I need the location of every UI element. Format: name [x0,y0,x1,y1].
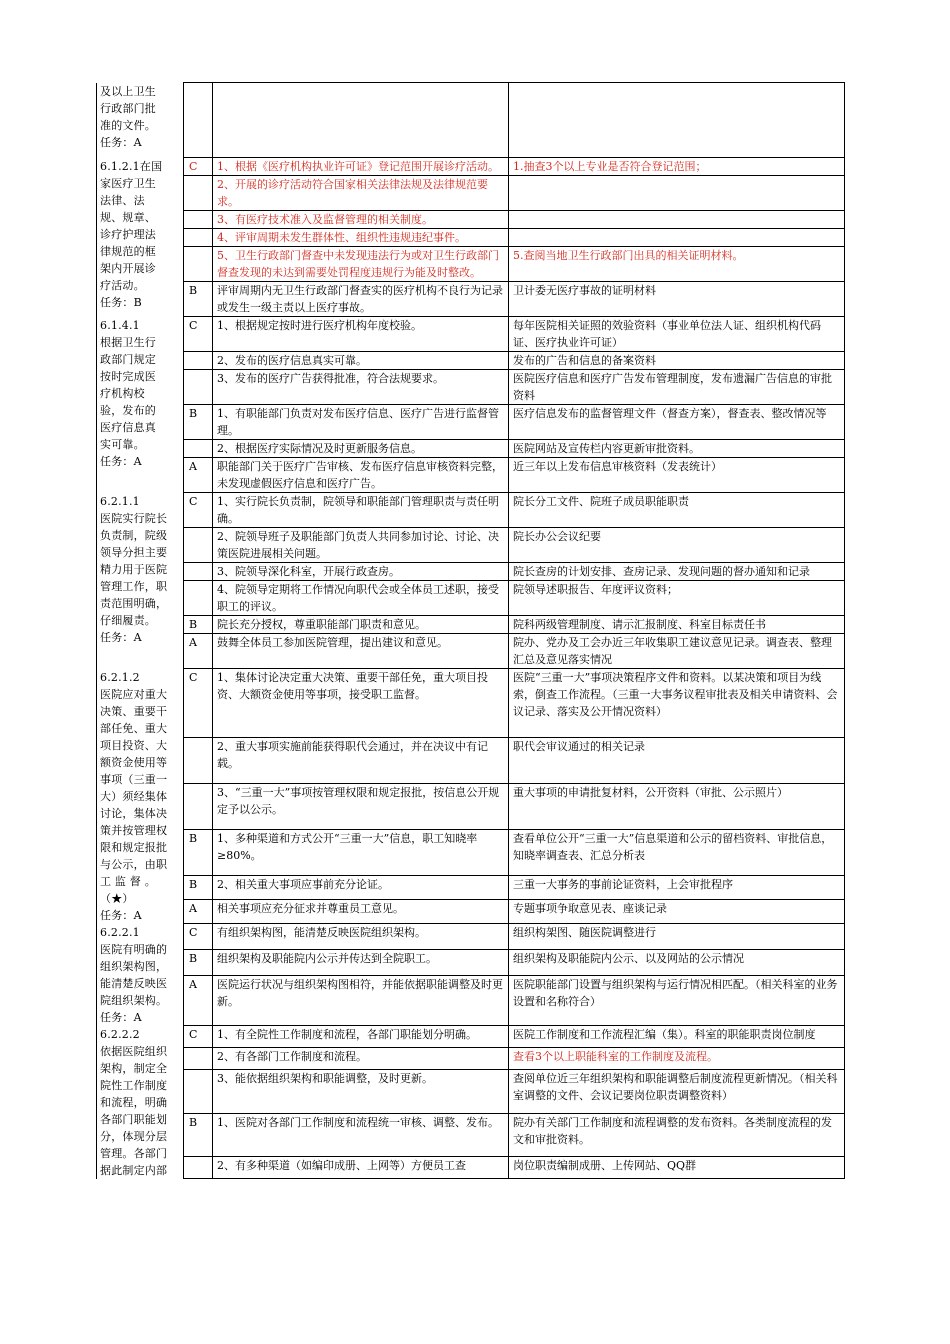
evidence-cell: 职代会审议通过的相关记录 [509,737,845,783]
standard-cell: 1、实行院长负责制，院领导和职能部门管理职责与责任明确。 [213,493,509,528]
evidence-cell: 医院医疗信息和医疗广告发布管理制度，发布遗漏广告信息的审批资料 [509,370,845,405]
standard-cell: 2、发布的医疗信息真实可靠。 [213,352,509,370]
evidence-cell: 院办有关部门工作制度和流程调整的发布资料。各类制度流程的发文和审批资料。 [509,1113,845,1156]
item-line: 疗机构校 [100,386,145,400]
grade-cell: C [184,669,213,738]
table-row [97,924,845,950]
item-line: 依据医院组织 [100,1044,168,1058]
item-line: 政部门规定 [100,352,156,366]
grade-cell: A [184,900,213,924]
grade-cell [184,229,213,247]
item-line: 院组织架构。 [100,993,168,1007]
grade-cell [184,581,213,616]
grade-cell [184,176,213,211]
standard-cell: 2、有多种渠道（如编印成册、上网等）方便员工查 [213,1156,509,1178]
grade-cell [184,83,213,158]
item-description [97,669,184,924]
standard-cell: 3、院领导深化科室，开展行政查房。 [213,563,509,581]
evidence-cell [509,176,845,211]
evidence-cell: 院办、党办及工会办近三年收集职工建议意见记录。调查表、整理汇总及意见落实情况 [509,634,845,669]
standard-cell: 2、相关重大事项应事前充分论证。 [213,876,509,900]
table-row [97,830,845,876]
standard-cell: 3、“三重一大”事项按管理权限和规定报批，按信息公开规定予以公示。 [213,783,509,829]
item-line: 6.2.1.2 [100,670,140,684]
standard-cell: 2、根据医疗实际情况及时更新服务信息。 [213,440,509,458]
item-line: 额资金使用等 [100,755,168,769]
table-row [97,1113,845,1156]
table-row [97,229,845,247]
item-line: 法律、法 [100,193,145,207]
item-line: 准的文件。 [100,118,156,132]
evidence-cell: 近三年以上发布信息审核资料（发表统计） [509,458,845,493]
table-row [97,282,845,317]
grade-cell [184,440,213,458]
item-description [97,317,184,493]
evidence-cell: 三重一大事务的事前论证资料，上会审批程序 [509,876,845,900]
evidence-cell: 院长分工文件、院班子成员职能职责 [509,493,845,528]
standard-cell: 1、根据规定按时进行医疗机构年度校验。 [213,317,509,352]
evidence-cell: 组织构架图、随医院调整进行 [509,924,845,950]
item-line: （★） [100,891,134,905]
table-row [97,900,845,924]
standard-cell: 5、卫生行政部门督查中未发现违法行为或对卫生行政部门督查发现的未达到需要处罚程度违规行为能及时整改。 [213,247,509,282]
item-line: 负责制，院级 [100,528,168,542]
item-line: 实可靠。 [100,437,145,451]
grade-cell: C [184,158,213,176]
evidence-cell: 医院“三重一大”事项决策程序文件和资料。以某决策和项目为线索，倒查工作流程。（三重一大事务议程审批表及相关申请资料、会议记录、落实及公开情况资料） [509,669,845,738]
grade-cell: C [184,493,213,528]
standard-cell: 职能部门关于医疗广告审核、发布医疗信息审核资料完整，未发现虚假医疗信息和医疗广告。 [213,458,509,493]
standard-cell: 2、重大事项实施前能获得职代会通过，并在决议中有记载。 [213,737,509,783]
evidence-cell [509,229,845,247]
evidence-cell: 组织架构及职能院内公示、以及网站的公示情况 [509,949,845,975]
table-row [97,1048,845,1070]
standards-table [96,82,845,1179]
grade-cell: A [184,975,213,1025]
standard-cell: 2、院领导班子及职能部门负责人共同参加讨论、讨论、决策医院进展相关问题。 [213,528,509,563]
table-row [97,493,845,528]
item-line: 决策、重要干 [100,704,168,718]
grade-cell: A [184,458,213,493]
standard-cell: 4、评审周期未发生群体性、组织性违规违纪事件。 [213,229,509,247]
grade-cell: A [184,634,213,669]
table-row [97,317,845,352]
item-line: 领导分担主要 [100,545,168,559]
item-description [97,493,184,669]
evidence-cell: 院长查房的计划安排、查房记录、发现问题的督办通知和记录 [509,563,845,581]
grade-cell [184,1048,213,1070]
item-line: 据此制定内部 [100,1163,168,1177]
standard-cell: 2、开展的诊疗活动符合国家相关法律法规及法律规范要求。 [213,176,509,211]
item-line: 部任免、重大 [100,721,168,735]
grade-cell [184,370,213,405]
evidence-cell: 院领导述职报告、年度评议资料； [509,581,845,616]
table-row [97,370,845,405]
standard-cell: 1、根据《医疗机构执业许可证》登记范围开展诊疗活动。 [213,158,509,176]
item-line: 规、规章、 [100,210,156,224]
item-line: 任务：A [100,454,142,468]
item-line: 医院实行院长 [100,511,168,525]
item-description [97,1026,184,1179]
evidence-cell: 查阅单位近三年组织架构和职能调整后制度流程更新情况。（相关科室调整的文件、会议记要岗位职责调整资料） [509,1070,845,1113]
grade-cell: B [184,830,213,876]
evidence-cell: 1.抽查3个以上专业是否符合登记范围； [509,158,845,176]
item-line: 任务：A [100,908,142,922]
item-line: 任务：A [100,135,142,149]
table-row [97,1156,845,1178]
table-row [97,1026,845,1048]
standard-cell [213,83,509,158]
item-line: 管理工作，职 [100,579,168,593]
standard-cell: 院长充分授权，尊重职能部门职责和意见。 [213,616,509,634]
item-line: 项目投资、大 [100,738,168,752]
item-line: 家医疗卫生 [100,176,156,190]
grade-cell: B [184,1113,213,1156]
standard-cell: 医院运行状况与组织架构图相符，并能依据职能调整及时更新。 [213,975,509,1025]
evidence-cell: 院科两级管理制度、请示汇报制度、科室目标责任书 [509,616,845,634]
evidence-cell: 院长办公会议纪要 [509,528,845,563]
standard-cell: 3、有医疗技术准入及监督管理的相关制度。 [213,211,509,229]
evidence-cell: 卫计委无医疗事故的证明材料 [509,282,845,317]
evidence-cell: 岗位职责编制成册、上传网站、QQ群 [509,1156,845,1178]
item-line: 大）须经集体 [100,789,168,803]
standard-cell: 1、医院对各部门工作制度和流程统一审核、调整、发布。 [213,1113,509,1156]
item-line: 医院有明确的 [100,942,168,956]
table-row [97,616,845,634]
table-row [97,83,845,158]
item-description [97,924,184,1026]
item-line: 策并按管理权 [100,823,168,837]
item-line: 架构，制定全 [100,1061,168,1075]
standard-cell: 有组织架构图，能清楚反映医院组织架构。 [213,924,509,950]
standard-cell: 相关事项应充分征求并尊重员工意见。 [213,900,509,924]
evidence-cell: 每年医院相关证照的效验资料（事业单位法人证、组织机构代码证、医疗执业许可证） [509,317,845,352]
grade-cell [184,211,213,229]
grade-cell [184,247,213,282]
grade-cell: C [184,924,213,950]
evidence-cell: 查看单位公开“三重一大”信息渠道和公示的留档资料、审批信息，知晓率调查表、汇总分析表 [509,830,845,876]
grade-cell: B [184,282,213,317]
item-line: 任务：A [100,1010,142,1024]
item-line: 诊疗护理法 [100,227,156,241]
standard-cell: 3、发布的医疗广告获得批准，符合法规要求。 [213,370,509,405]
item-line: 能清楚反映医 [100,976,168,990]
table-row [97,975,845,1025]
table-row [97,581,845,616]
table-row [97,211,845,229]
item-line: 任务：A [100,630,142,644]
item-line: 按时完成医 [100,369,156,383]
item-line: 和流程，明确 [100,1095,168,1109]
table-row [97,783,845,829]
evidence-cell: 重大事项的申请批复材料，公开资料（审批、公示照片） [509,783,845,829]
table-row [97,563,845,581]
evidence-cell: 医疗信息发布的监督管理文件（督查方案），督查表、整改情况等 [509,405,845,440]
grade-cell: C [184,1026,213,1048]
item-line: 医院应对重大 [100,687,168,701]
item-line: 责范围明确， [100,596,168,610]
evidence-cell [509,211,845,229]
table-row [97,158,845,176]
evidence-cell: 医院工作制度和工作流程汇编（集）。科室的职能职责岗位制度 [509,1026,845,1048]
item-line: 6.1.2.1在国 [100,159,163,173]
table-row [97,737,845,783]
item-line: 各部门职能划 [100,1112,168,1126]
document-page [96,82,844,1179]
standard-cell: 1、集体讨论决定重大决策、重要干部任免，重大项目投资、大额资金使用等事项，接受职工监督。 [213,669,509,738]
grade-cell: B [184,616,213,634]
standard-cell: 3、能依据组织架构和职能调整，及时更新。 [213,1070,509,1113]
table-row [97,247,845,282]
item-line: 根据卫生行 [100,335,156,349]
item-line: 院性工作制度 [100,1078,168,1092]
table-row [97,405,845,440]
table-body [97,83,845,1179]
table-row [97,669,845,738]
evidence-cell: 医院职能部门设置与组织架构与运行情况相匹配。（相关科室的业务设置和名称符合） [509,975,845,1025]
standard-cell: 鼓舞全体员工参加医院管理，提出建议和意见。 [213,634,509,669]
item-line: 医疗信息真 [100,420,156,434]
evidence-cell [509,83,845,158]
item-line: 架内开展诊 [100,261,156,275]
item-description [97,83,184,158]
table-row [97,176,845,211]
item-line: 分，体现分层 [100,1129,168,1143]
grade-cell [184,1070,213,1113]
item-line: 6.2.1.1 [100,494,140,508]
table-row [97,949,845,975]
table-row [97,634,845,669]
item-line: 任务：B [100,295,142,309]
standard-cell: 1、多种渠道和方式公开“三重一大”信息，职工知晓率≥80%。 [213,830,509,876]
standard-cell: 4、院领导定期将工作情况向职代会或全体员工述职，接受职工的评议。 [213,581,509,616]
table-row [97,352,845,370]
evidence-cell: 发布的广告和信息的备案资料 [509,352,845,370]
standard-cell: 2、有各部门工作制度和流程。 [213,1048,509,1070]
item-description [97,158,184,317]
item-line: 与公示，由职 [100,857,168,871]
grade-cell: C [184,317,213,352]
item-line: 仔细履责。 [100,613,156,627]
grade-cell [184,528,213,563]
grade-cell [184,563,213,581]
grade-cell [184,783,213,829]
standard-cell: 评审周期内无卫生行政部门督查实的医疗机构不良行为记录或发生一级主责以上医疗事故。 [213,282,509,317]
item-line: 及以上卫生 [100,84,156,98]
table-row [97,458,845,493]
item-line: 工 监 督 。 [100,874,156,888]
grade-cell: B [184,405,213,440]
standard-cell: 组织架构及职能院内公示并传达到全院职工。 [213,949,509,975]
evidence-cell: 查看3个以上职能科室的工作制度及流程。 [509,1048,845,1070]
item-line: 律规范的框 [100,244,156,258]
item-line: 限和规定报批 [100,840,168,854]
table-row [97,876,845,900]
grade-cell: B [184,949,213,975]
item-line: 验，发布的 [100,403,156,417]
evidence-cell: 5.查阅当地卫生行政部门出具的相关证明材料。 [509,247,845,282]
evidence-cell: 医院网站及宣传栏内容更新审批资料。 [509,440,845,458]
item-line: 讨论，集体决 [100,806,168,820]
grade-cell [184,737,213,783]
grade-cell: B [184,876,213,900]
evidence-cell: 专题事项争取意见表、座谈记录 [509,900,845,924]
grade-cell [184,1156,213,1178]
item-line: 6.2.2.2 [100,1027,140,1041]
item-line: 组织架构图， [100,959,168,973]
item-line: 行政部门批 [100,101,156,115]
standard-cell: 1、有全院性工作制度和流程，各部门职能划分明确。 [213,1026,509,1048]
grade-cell [184,352,213,370]
table-row [97,528,845,563]
table-row [97,1070,845,1113]
item-line: 精力用于医院 [100,562,168,576]
item-line: 6.2.2.1 [100,925,140,939]
table-row [97,440,845,458]
standard-cell: 1、有职能部门负责对发布医疗信息、医疗广告进行监督管理。 [213,405,509,440]
item-line: 疗活动。 [100,278,145,292]
item-line: 6.1.4.1 [100,318,140,332]
item-line: 事项（三重一 [100,772,168,786]
item-line: 管理。各部门 [100,1146,168,1160]
